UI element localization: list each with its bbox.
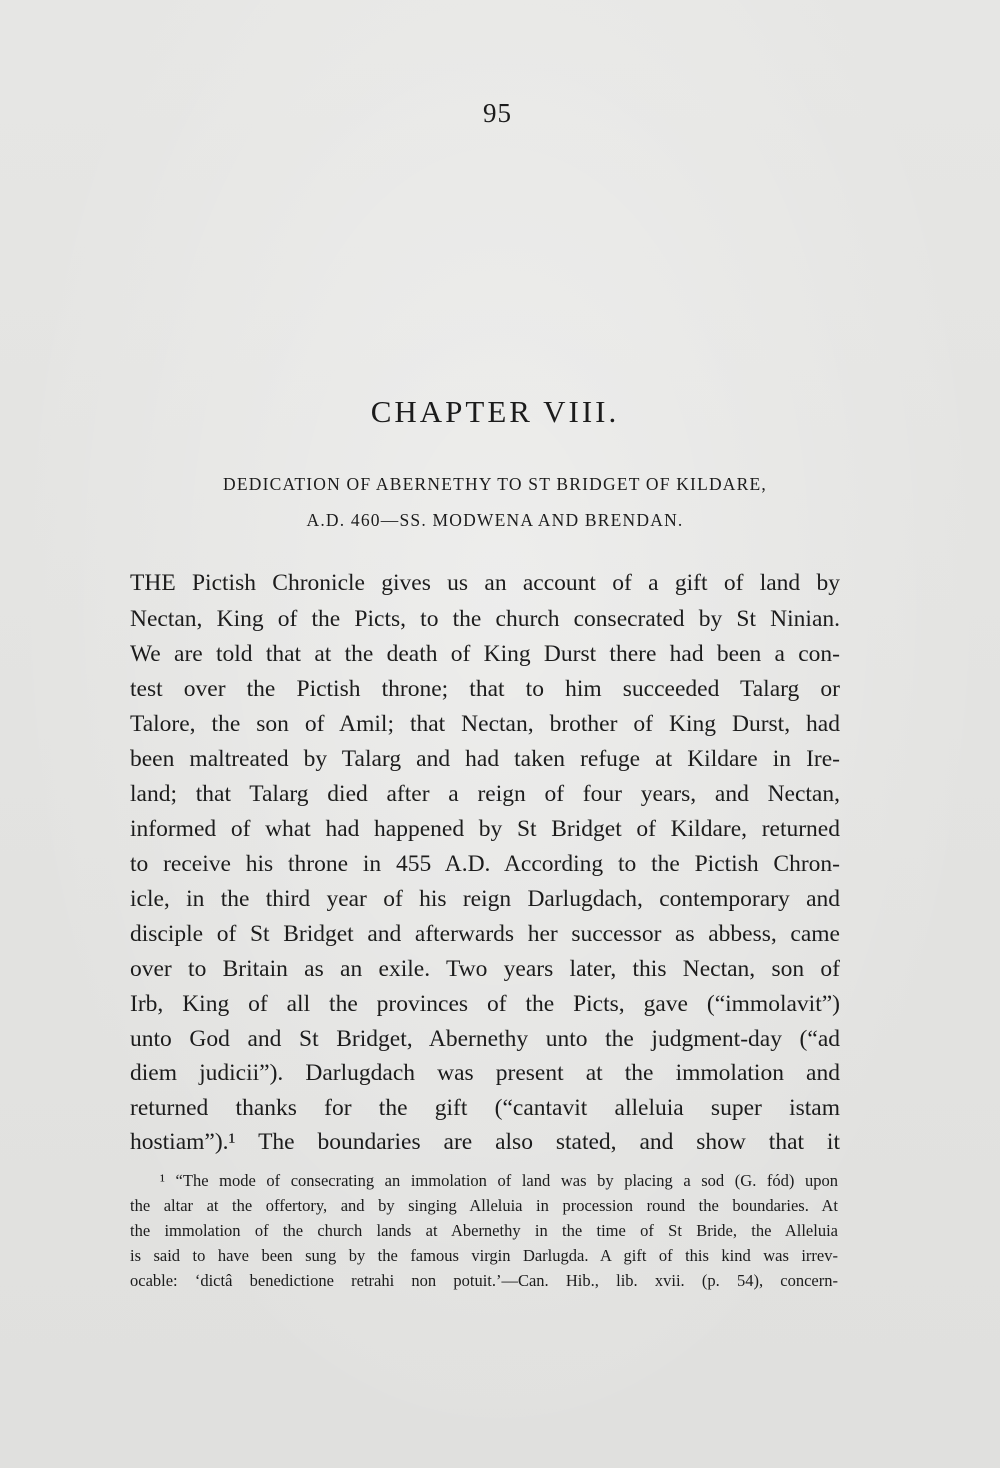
body-line: over to Britain as an exile. Two years later, this Nectan, son of xyxy=(130,956,840,982)
body-line: disciple of St Bridget and afterwards her successor as abbess, came xyxy=(130,921,840,947)
body-line: to receive his throne in 455 A.D. According to the Pictish Chron- xyxy=(130,851,840,877)
footnote-line: is said to have been sung by the famous virgin Darlugda. A gift of this kind was irrev- xyxy=(130,1246,838,1265)
body-line: test over the Pictish throne; that to him succeeded Talarg or xyxy=(130,676,840,702)
body-line: diem judicii”). Darlugdach was present at the immolation and xyxy=(130,1060,840,1086)
footnote-line: ocable: ‘dictâ benedictione retrahi non potuit.’—Can. Hib., lib. xvii. (p. 54), concern- xyxy=(130,1271,838,1290)
body-line: unto God and St Bridget, Abernethy unto the judgment-day (“ad xyxy=(130,1026,840,1052)
footnote-line: ¹ “The mode of consecrating an immolation of land was by placing a sod (G. fód) upon xyxy=(160,1171,838,1190)
page-number: 95 xyxy=(483,98,512,128)
body-line: been maltreated by Talarg and had taken refuge at Kildare in Ire- xyxy=(130,746,840,772)
chapter-subtitle-line-1: DEDICATION OF ABERNETHY TO ST BRIDGET OF KILDARE, xyxy=(223,474,767,494)
body-line: icle, in the third year of his reign Darlugdach, contemporary and xyxy=(130,886,840,912)
body-line: Irb, King of all the provinces of the Picts, gave (“immolavit”) xyxy=(130,991,840,1017)
body-line: We are told that at the death of King Durst there had been a con- xyxy=(130,641,840,667)
body-line: returned thanks for the gift (“cantavit alleluia super istam xyxy=(130,1095,840,1121)
footnote-line: the immolation of the church lands at Abernethy in the time of St Bride, the Alleluia xyxy=(130,1221,838,1240)
body-line: informed of what had happened by St Bridget of Kildare, returned xyxy=(130,816,840,842)
body-line: hostiam”).¹ The boundaries are also stated, and show that it xyxy=(130,1129,840,1155)
chapter-subtitle-line-2: A.D. 460—SS. MODWENA AND BRENDAN. xyxy=(306,510,684,530)
body-line: Nectan, King of the Picts, to the church consecrated by St Ninian. xyxy=(130,606,840,632)
body-line: Talore, the son of Amil; that Nectan, brother of King Durst, had xyxy=(130,711,840,737)
body-line: land; that Talarg died after a reign of four years, and Nectan, xyxy=(130,781,840,807)
body-line: THE Pictish Chronicle gives us an account of a gift of land by xyxy=(130,570,840,596)
footnote-line: the altar at the offertory, and by singing Alleluia in procession round the boundaries. At xyxy=(130,1196,838,1215)
chapter-title: CHAPTER VIII. xyxy=(370,394,620,429)
